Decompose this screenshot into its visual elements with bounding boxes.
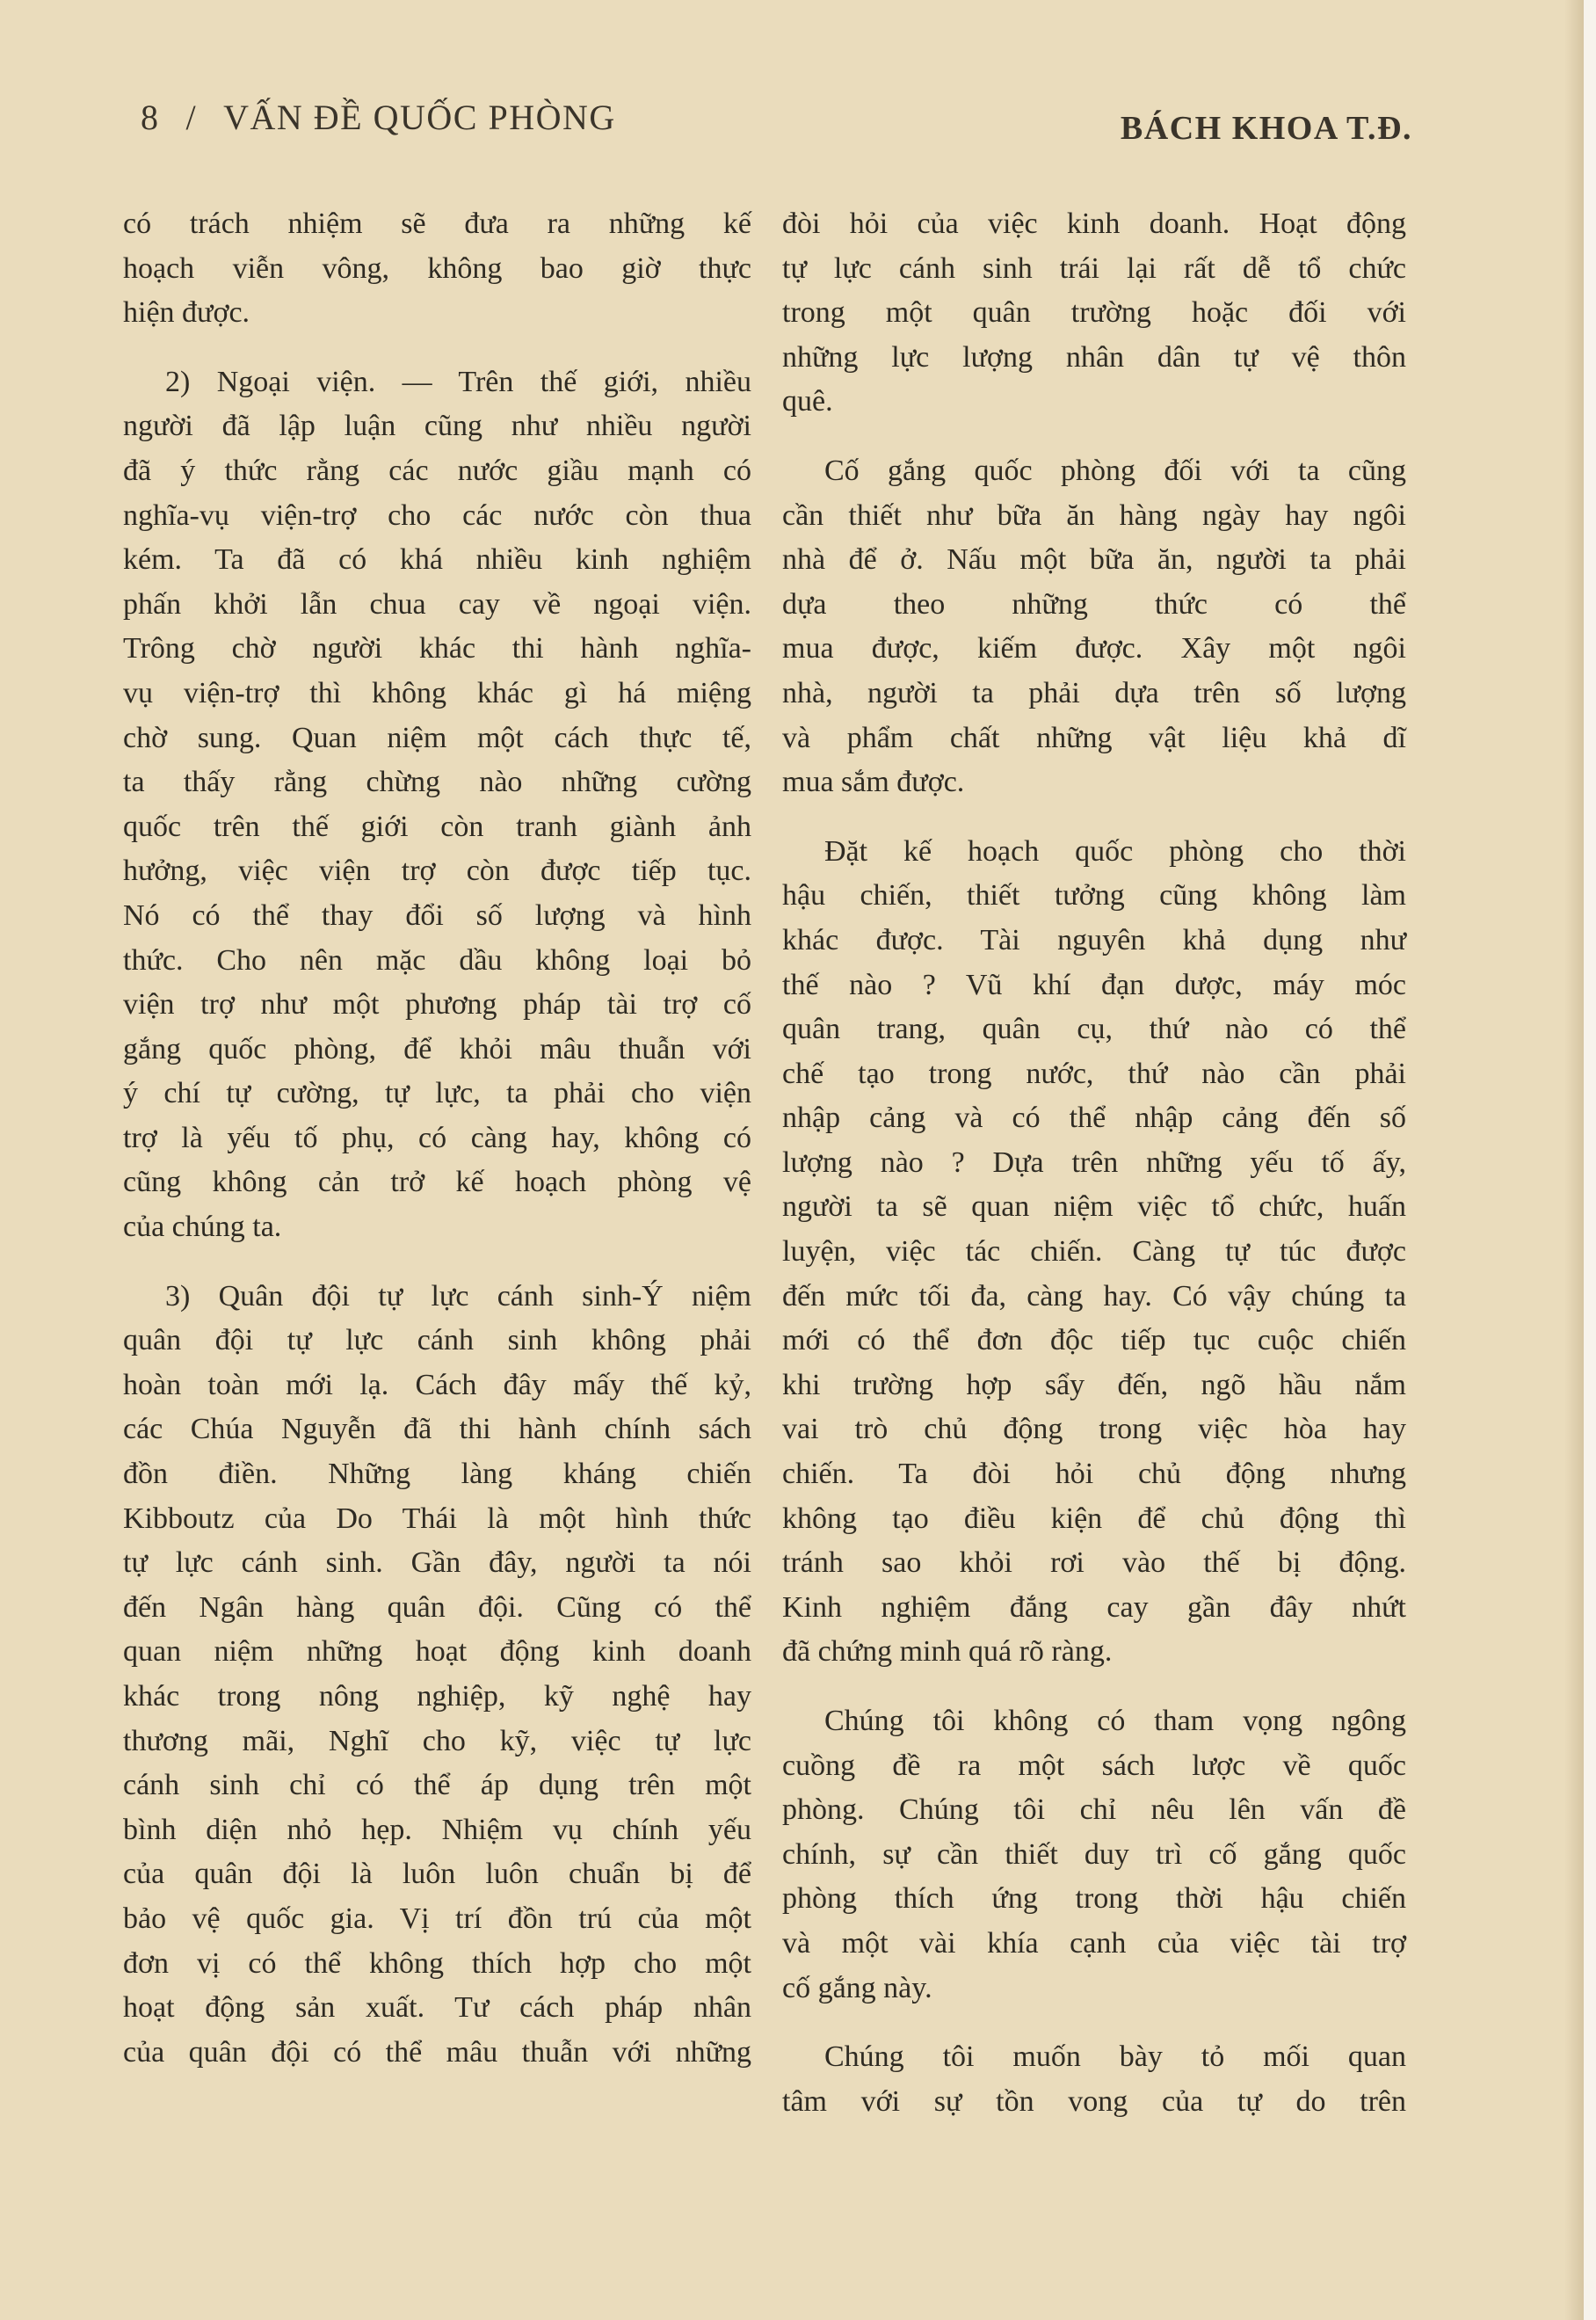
text-line: hưởng, việc viện trợ còn được tiếp tục. bbox=[123, 855, 751, 888]
paragraph bbox=[782, 2035, 1406, 2124]
text-line: khác trong nông nghiệp, kỹ nghệ hay bbox=[123, 1680, 751, 1713]
text-line: Trông chờ người khác thi hành nghĩa- bbox=[123, 632, 751, 665]
text-line: thức. Cho nên mặc dầu không loại bỏ bbox=[123, 943, 751, 977]
text-line: cũng không cản trở kế hoạch phòng vệ bbox=[123, 1166, 751, 1199]
text-line: trợ là yếu tố phụ, có càng hay, không có bbox=[123, 1121, 751, 1154]
text-line: nhập cảng và có thể nhập cảng đến số bbox=[782, 1102, 1406, 1135]
text-line: quốc trên thế giới còn tranh giành ảnh bbox=[123, 810, 751, 843]
header-separator: / bbox=[185, 98, 198, 137]
text-line: cần thiết như bữa ăn hàng ngày hay ngôi bbox=[782, 498, 1406, 532]
page-number: 8 bbox=[141, 98, 160, 137]
text-line: cánh sinh chỉ có thể áp dụng trên một bbox=[123, 1769, 751, 1802]
text-line: tự lực cánh sinh trái lại rất dễ tổ chức bbox=[782, 251, 1406, 285]
text-line: nghĩa-vụ viện-trợ cho các nước còn thua bbox=[123, 498, 751, 532]
page-edge-shadow bbox=[1564, 0, 1584, 2320]
paragraph bbox=[782, 830, 1406, 1675]
text-line: quân đội tự lực cánh sinh không phải bbox=[123, 1324, 751, 1357]
text-line: trong một quân trường hoặc đối với bbox=[782, 296, 1406, 330]
text-line: quan niệm những hoạt động kinh doanh bbox=[123, 1635, 751, 1669]
text-line: cuồng đề ra một sách lược về quốc bbox=[782, 1749, 1406, 1782]
text-line: viện trợ như một phương pháp tài trợ cố bbox=[123, 988, 751, 1022]
text-line: bảo vệ quốc gia. Vị trí đồn trú của một bbox=[123, 1902, 751, 1935]
text-line: đã ý thức rằng các nước giầu mạnh có bbox=[123, 454, 751, 487]
section-title: VẤN ĐỀ QUỐC PHÒNG bbox=[223, 98, 616, 137]
text-line: Chúng tôi không có tham vọng ngông bbox=[824, 1705, 1406, 1737]
text-line-last: quê. bbox=[782, 385, 833, 418]
text-line: quân trang, quân cụ, thứ nào có thể bbox=[782, 1013, 1406, 1046]
text-line: luyện, việc tác chiến. Càng tự túc được bbox=[782, 1235, 1406, 1269]
text-line: Cố gắng quốc phòng đối với ta cũng bbox=[824, 454, 1406, 487]
paragraph bbox=[782, 202, 1406, 425]
text-line: Chúng tôi muốn bày tỏ mối quan bbox=[824, 2040, 1406, 2074]
text-line: lượng nào ? Dựa trên những yếu tố ấy, bbox=[782, 1145, 1406, 1179]
running-header-left bbox=[141, 97, 616, 138]
text-line: và phẩm chất những vật liệu khả dĩ bbox=[782, 721, 1406, 754]
text-line: nhà, người ta phải dựa trên số lượng bbox=[782, 676, 1406, 709]
text-line: đến Ngân hàng quân đội. Cũng có thể bbox=[123, 1590, 751, 1624]
text-line: chờ sung. Quan niệm một cách thực tế, bbox=[123, 721, 751, 754]
paragraph bbox=[123, 360, 751, 1250]
paragraph bbox=[123, 202, 751, 336]
text-line: tránh sao khỏi rơi vào thế bị động. bbox=[782, 1546, 1406, 1580]
text-line: vai trò chủ động trong việc hòa hay bbox=[782, 1413, 1406, 1446]
text-line-last: của chúng ta. bbox=[123, 1211, 282, 1244]
text-line-last: hiện được. bbox=[123, 296, 250, 330]
text-line: đồn điền. Những làng kháng chiến bbox=[123, 1458, 751, 1491]
text-line: Kibboutz của Do Thái là một hình thức bbox=[123, 1502, 751, 1535]
paragraph bbox=[123, 1275, 751, 2076]
text-line: và một vài khía cạnh của việc tài trợ bbox=[782, 1926, 1406, 1960]
text-line: có trách nhiệm sẽ đưa ra những kế bbox=[123, 207, 751, 240]
publication-name: BÁCH KHOA T.Đ. bbox=[1120, 110, 1412, 147]
text-line: chính, sự cần thiết duy trì cố gắng quốc bbox=[782, 1837, 1406, 1871]
text-line: những lực lượng nhân dân tự vệ thôn bbox=[782, 340, 1406, 374]
text-line: dựa theo những thức có thể bbox=[782, 587, 1406, 621]
text-line: 2) Ngoại viện. — Trên thế giới, nhiều bbox=[165, 365, 751, 398]
text-line-last: cố gắng này. bbox=[782, 1971, 932, 2004]
text-line: kém. Ta đã có khá nhiều kinh nghiệm bbox=[123, 543, 751, 577]
text-line: hậu chiến, thiết tưởng cũng không làm bbox=[782, 879, 1406, 913]
text-line: thế nào ? Vũ khí đạn dược, máy móc bbox=[782, 968, 1406, 1001]
text-line: mới có thể đơn độc tiếp tục cuộc chiến bbox=[782, 1324, 1406, 1357]
text-line: Nó có thể thay đổi số lượng và hình bbox=[123, 898, 751, 932]
text-line: không tạo điều kiện để chủ động thì bbox=[782, 1502, 1406, 1535]
scan-margin bbox=[1584, 0, 1596, 2320]
text-line-last: đã chứng minh quá rõ ràng. bbox=[782, 1635, 1113, 1669]
text-line: mua được, kiếm được. Xây một ngôi bbox=[782, 632, 1406, 665]
text-line: vụ viện-trợ thì không khác gì há miệng bbox=[123, 676, 751, 709]
text-line: hoàn toàn mới lạ. Cách đây mấy thế kỷ, bbox=[123, 1368, 751, 1401]
text-line: đến mức tối đa, càng hay. Có vậy chúng ta bbox=[782, 1279, 1406, 1313]
paragraph bbox=[782, 1699, 1406, 2011]
text-line: khác được. Tài nguyên khả dụng như bbox=[782, 923, 1406, 956]
text-line: nhà để ở. Nấu một bữa ăn, người ta phải bbox=[782, 543, 1406, 577]
text-line: phòng thích ứng trong thời hậu chiến bbox=[782, 1882, 1406, 1916]
text-line: người đã lập luận cũng như nhiều người bbox=[123, 410, 751, 443]
text-line: của quân đội là luôn luôn chuẩn bị để bbox=[123, 1858, 751, 1891]
text-line: tự lực cánh sinh. Gần đây, người ta nói bbox=[123, 1546, 751, 1580]
right-text-column bbox=[782, 202, 1406, 2124]
text-line: các Chúa Nguyễn đã thi hành chính sách bbox=[123, 1413, 751, 1446]
text-line: chế tạo trong nước, thứ nào cần phải bbox=[782, 1057, 1406, 1090]
text-line: phòng. Chúng tôi chỉ nêu lên vấn đề bbox=[782, 1793, 1406, 1827]
text-line: tâm với sự tồn vong của tự do trên bbox=[782, 2084, 1406, 2118]
text-line: đơn vị có thể không thích hợp cho một bbox=[123, 1946, 751, 1980]
text-line: hoạch viễn vông, không bao giờ thực bbox=[123, 251, 751, 285]
paragraph bbox=[782, 449, 1406, 805]
text-line: chiến. Ta đòi hỏi chủ động nhưng bbox=[782, 1458, 1406, 1491]
text-line-last: mua sắm được. bbox=[782, 766, 965, 799]
text-line: khi trường hợp sẩy đến, ngõ hầu nắm bbox=[782, 1368, 1406, 1401]
text-line: 3) Quân đội tự lực cánh sinh-Ý niệm bbox=[165, 1279, 751, 1313]
text-line: hoạt động sản xuất. Tư cách pháp nhân bbox=[123, 1991, 751, 2025]
text-line: ta thấy rằng chừng nào những cường bbox=[123, 766, 751, 799]
left-text-column bbox=[123, 202, 751, 2075]
text-line: phấn khởi lẫn chua cay về ngoại viện. bbox=[123, 587, 751, 621]
text-line: Đặt kế hoạch quốc phòng cho thời bbox=[824, 834, 1406, 868]
text-line: ý chí tự cường, tự lực, ta phải cho viện bbox=[123, 1077, 751, 1110]
text-line: Kinh nghiệm đắng cay gần đây nhứt bbox=[782, 1590, 1406, 1624]
text-line: đòi hỏi của việc kinh doanh. Hoạt động bbox=[782, 207, 1406, 240]
text-line: người ta sẽ quan niệm việc tổ chức, huấn bbox=[782, 1190, 1406, 1224]
text-line: của quân đội có thể mâu thuẫn với những bbox=[123, 2035, 751, 2069]
text-line: thương mãi, Nghĩ cho kỹ, việc tự lực bbox=[123, 1724, 751, 1757]
text-line: gắng quốc phòng, để khỏi mâu thuẫn với bbox=[123, 1032, 751, 1065]
text-line: bình diện nhỏ hẹp. Nhiệm vụ chính yếu bbox=[123, 1813, 751, 1846]
